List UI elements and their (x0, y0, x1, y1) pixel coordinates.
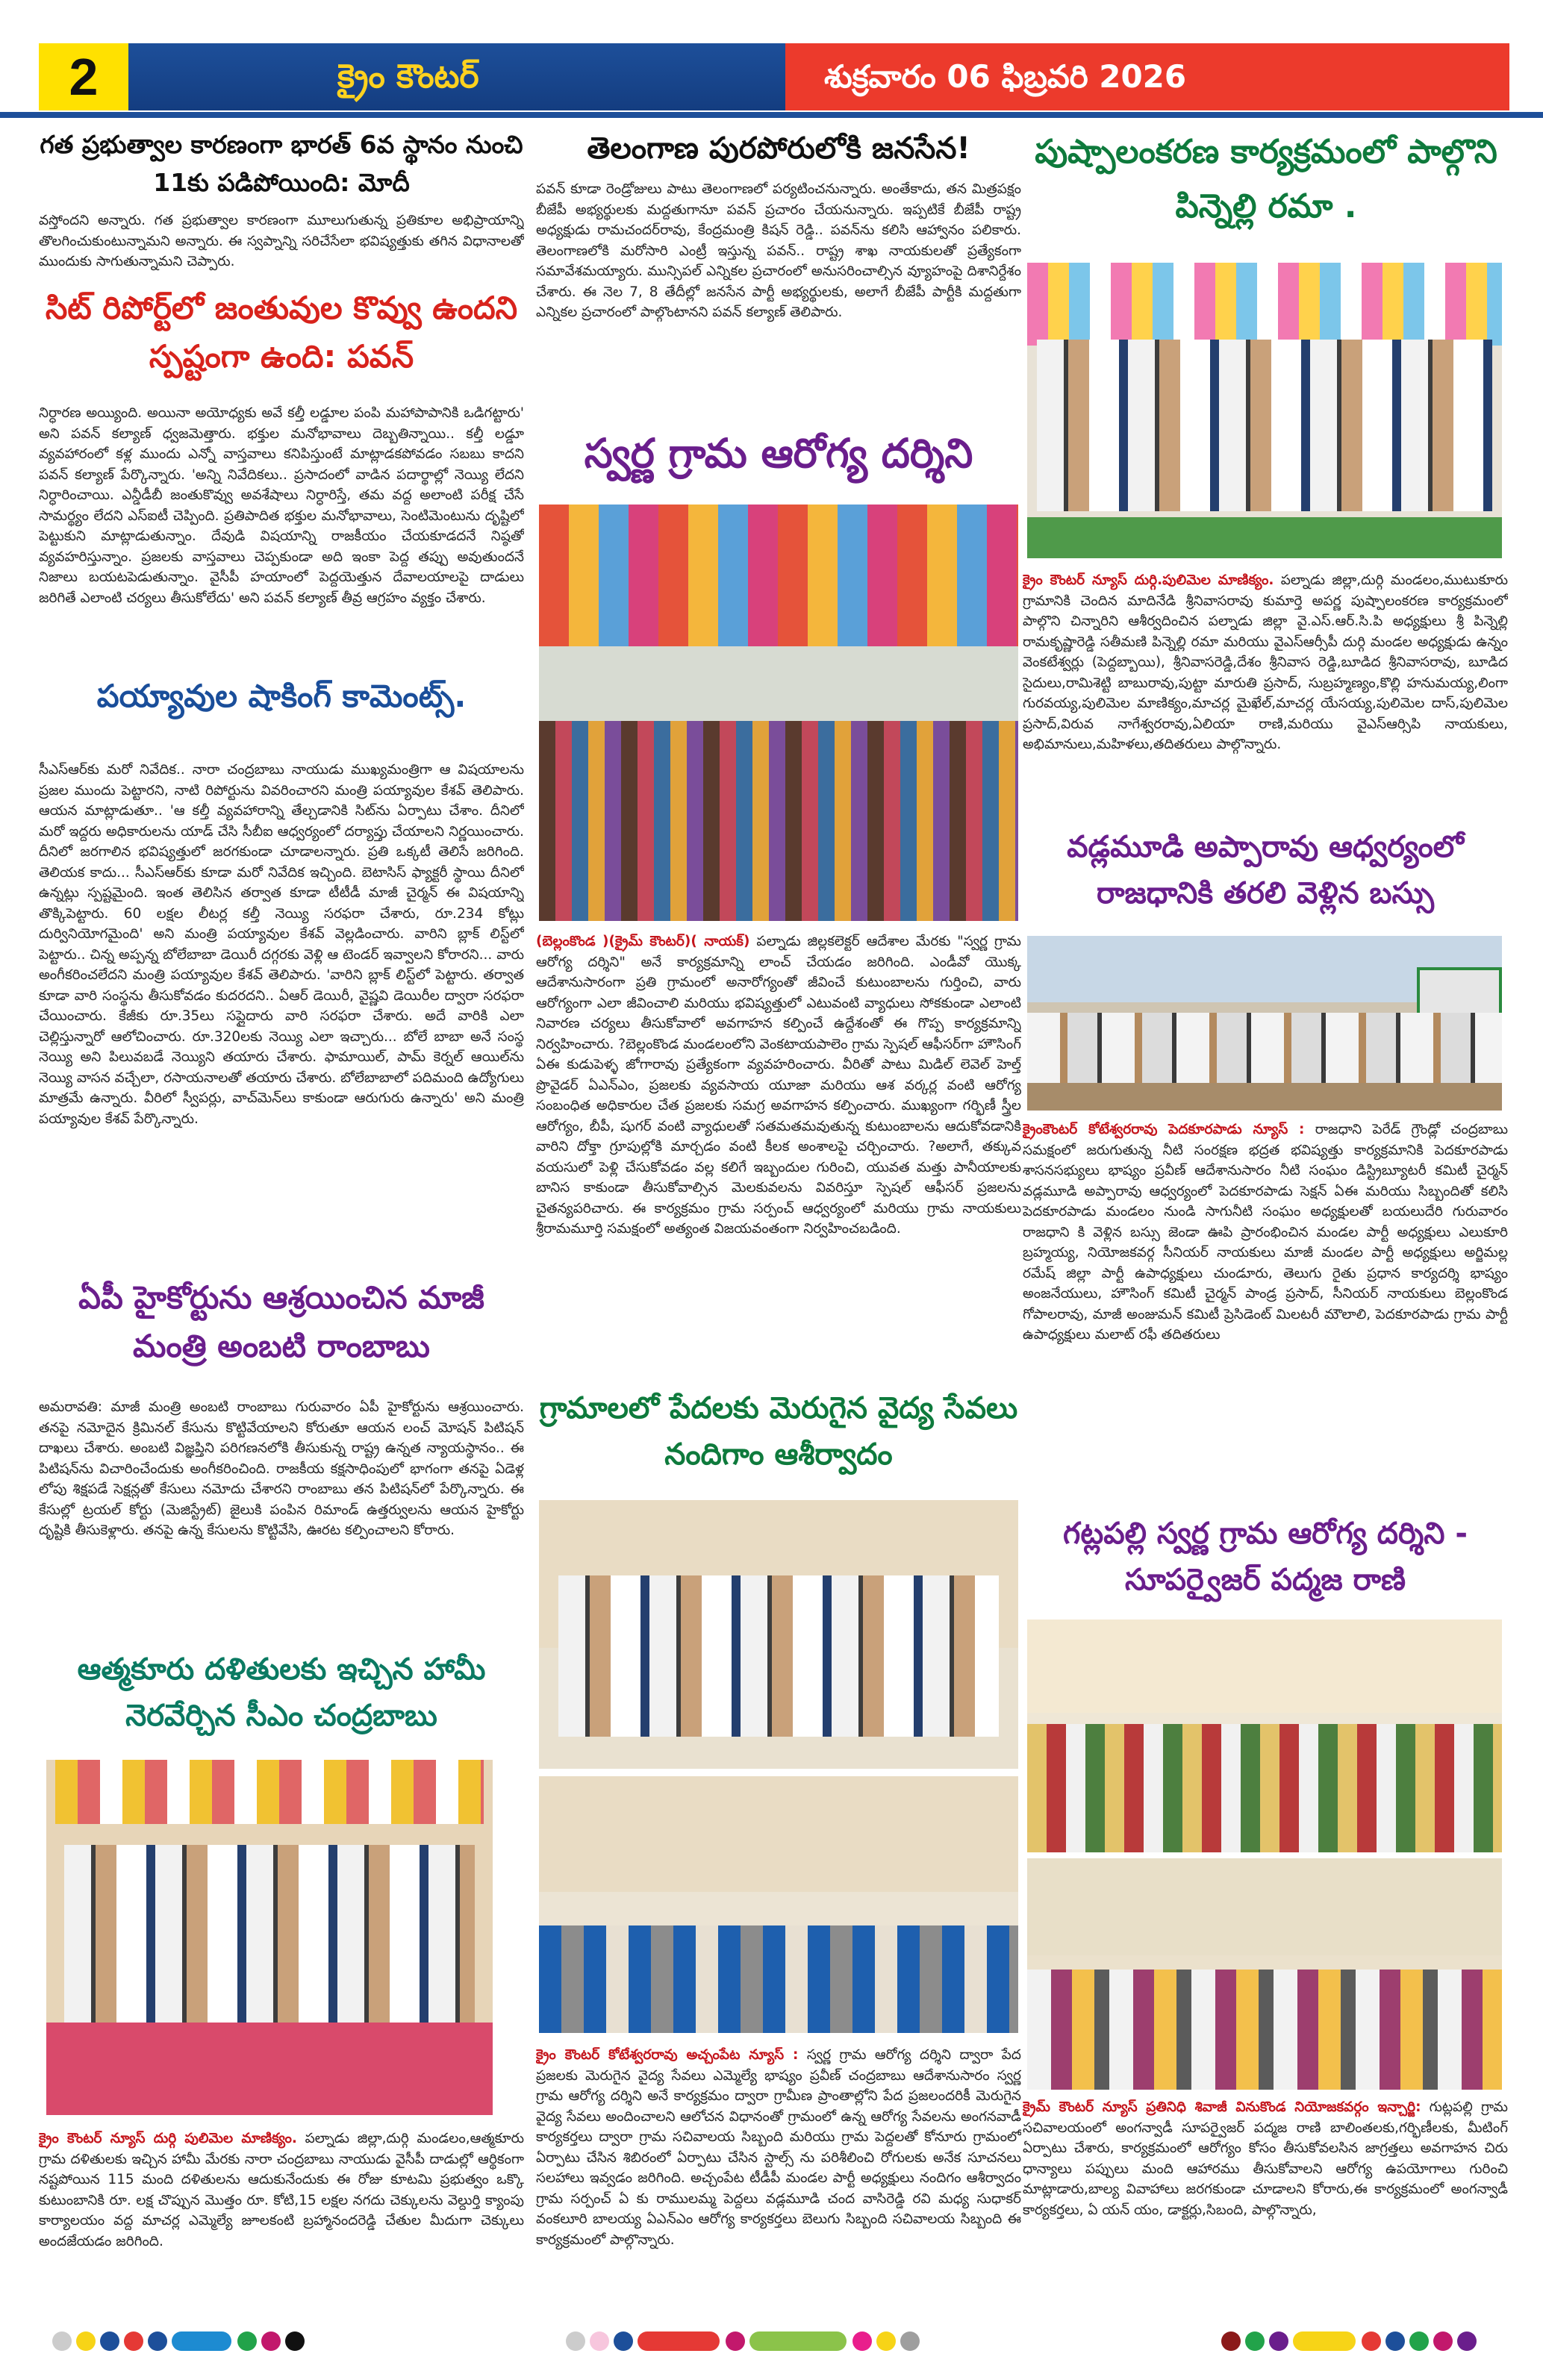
article-vadlamudi-body (1023, 1119, 1508, 1502)
photo-gatlapalli-meeting (1027, 1620, 1502, 1852)
headline-gatlapalli: గట్లపల్లి స్వర్ణ గ్రామ ఆరోగ్య దర్శిని - సూపర్వైజర్ పద్మజ రాణి (1063, 1517, 1468, 1597)
headline-janasena: తెలంగాణ పురపోరులోకి జనసేన! (587, 131, 970, 166)
article-vadlamudi-lead: క్రైంకౌంటర్ కోటేశ్వరరావు పెదకూరపాడు న్యూస్ : (1023, 1122, 1305, 1137)
article-modi-body: వస్తోందని అన్నారు. గత ప్రభుత్వాల కారణంగా మూలుగుతున్న ప్రతికూల అభిప్రాయాన్ని తొలగించుకుంటున్నామని అన్నారు. ఈ స్వప్నాన్ని సరిచేసేలా భవిష్యత్తుకు తగిన విధానాలతో ముందుకు సాగుతున్నామని చెప్పారు. (39, 213, 524, 269)
issue-date: శుక్రవారం 06 ఫిబ్రవరి 2026 (785, 43, 1509, 110)
header-rule (0, 112, 1543, 118)
article-payyavula-body: సీఎస్ఆర్‌కు మరో నివేదిక.. నారా చంద్రబాబు నాయుడు ముఖ్యమంత్రిగా ఆ విషయాలను ప్రజల ముందు పెట్టారని, నాటి రిపోర్టును వివరించారని మంత్రి పయ్యావుల కేశవ్ తెలిపారు. ఆయన మాట్లాడుతూ.. 'ఆ కల్తీ వ్యవహారాన్ని తేల్చడానికి సిట్‌ను ఏర్పాటు చేశాం. దీనిలో మరో ఇద్దరు అధికారులను యాడ్ చేసి సీబీఐ ఆధ్వర్యంలో దర్యాప్తు చేయాలని నిర్ణయించారు. దీనిలో జరగాలిన భవిష్యత్తులో జరగకుండా చూడాలన్నారు. ప్రతి ఒక్కటీ తెలిసే జరిగింది. తెలియక కాదు... సీఎస్ఆర్‌కు కూడా మరో నివేదిక ఇచ్చింది. బెటాసిస్ ఫ్యాక్టరీ స్థాయి దీనిలో ఉన్నట్లు స్పష్టమైంది. ఇంత తెలిసిన తర్వాత కూడా టీటీడీ మాజీ చైర్మన్ ఈ విషయాన్ని తొక్కిపెట్టారు. 60 లక్షల లీటర్ల కల్తీ నెయ్యి సరఫరా చేశారు, రూ.234 కోట్లు దుర్వినియోగమైంది' అని మంత్రి పయ్యావుల కేశవ్ వెల్లడించారు. వారిని బ్లాక్ లిస్ట్‌లో పెట్టారు.. చిన్న అప్పన్న బోలేబాబా డెయిరీ దగ్గరకు వెళ్లి ఆ టెండర్ ఇవ్వాలని కోరారని... వారు అంగీకరించలేదని మంత్రి పయ్యావుల కేశవ్ తెలిపారు. 'వారిని బ్లాక్ లిస్ట్‌లో పెట్టారు. తర్వాత కూడా వారి సంస్థను తీసుకోవడం కుదరదని.. ఏఆర్ డెయిరీ, వైష్ణవి డెయిరీల ద్వారా సరఫరా చేయించారు. కేజీకు రూ.35లు సప్లైదారు వారి సరఫరా చేశారు. అదే వారికి ఎలా చెల్లిస్తున్నారో ఆలోచించారు. రూ.320లకు నెయ్యి ఎలా ఇచ్చారు... బోలే బాబా అనే సంస్థ నెయ్యి అని పిలువబడే నెయ్యిని తయారు చేశారు. ఫామాయిల్, పామ్ కెర్నల్ ఆయిల్‌ను నెయ్యి వాసన వచ్చేలా, రసాయనాలతో తయారు చేశారు. బోలేబాబాలో పదిమంది ఉద్యోగులు మాత్రమే ఉన్నారు. వీరిలో స్వీపర్లు, వాచ్‌మెన్‌లు కాకుండా ఆరుగురు ఉన్నారు' అని మంత్రి పయ్యావుల కేశవ్ పేర్కొన్నారు. (39, 762, 524, 1127)
photo-health-desk (539, 1500, 1018, 1769)
headline-modi: గత ప్రభుత్వాల కారణంగా భారత్ 6వ స్థానం నుంచి 11కు పడిపోయింది: మోదీ (40, 130, 523, 198)
article-pushpalankarana-text: పల్నాడు జిల్లా,దుర్గి మండలం,ముటుకూరు గ్రామానికి చెందిన మాదినేడి శ్రీనివాసరావు కుమార్తె అపర్ణ పుష్పాలంకరణ కార్యక్రమంలో పాల్గొని చిన్నారిని ఆశీర్వదించిన పల్నాడు జిల్లా వై.ఎస్.ఆర్.సి.పి అధ్యక్షులు శ్రీ పిన్నెల్లి రామకృష్ణారెడ్డి సతీమణి పిన్నెల్లి రమా మరియు వైఎస్ఆర్సీపీ దుర్గి మండల అధ్యక్షుడు ఉన్నం వెంకటేశ్వర్లు (పెద్దబ్బాయి), శ్రీనివాసరెడ్డి,దేశం శ్రీనివాస రెడ్డి,బూడిద శ్రీనివాసరావు, బూడిద సైదులు,రామిశెట్టి బాబురావు,పుట్టా మారుతి ప్రసాద్, సుబ్రహ్మణ్యం,కొల్లి హనుమయ్య,లింగా గురవయ్య,పులిమెల మాణిక్యం,మాచర్ల మైఖేల్,మాచర్ల యేసయ్య,పులిమెల దాస్,పులిమెల ప్రసాద్,విరువ నాగేశ్వరరావు,ఏలియా రాణి,మరియు వైఎస్ఆర్సిపి నాయకులు, అభిమానులు,మహిళలు,తదితరులు పాల్గొన్నారు. (1023, 572, 1508, 752)
photo-health-camp-crowd (539, 505, 1018, 921)
photo-bus-departure (1027, 936, 1502, 1111)
article-vadlamudi-text: రాజధాని పెరేడ్ గ్రౌండ్లో చంద్రబాబు సమక్షంలో జరుగుతున్న నీటి సంరక్షణ భద్రత భవిష్యత్తు కార్యక్రమానికి పెదకూరపాడు శాసనసభ్యులు భాష్యం ప్రవీణ్ ఆదేశానుసారం నీటి సంఘం డిస్ట్రిబ్యూటరీ కమిటీ చైర్మన్ వడ్లమూడి అప్పారావు ఆధ్వర్యంలో పెదకూరపాడు సెక్షన్ ఏఈ మరియు సిబ్బందితో కలిసి పెదకూరపాడు మండలం నుండి సాగునీటి సంఘం అధ్యక్షులతో బయలుదేరి గురువారం రాజధాని కి వెళ్లిన బస్సు జెండా ఊపి ప్రారంభించిన మండల పార్టీ అధ్యక్షులు ఎలుకూరి బ్రహ్మయ్య, నియోజకవర్గ సీనియర్ నాయకులు మాజీ మండల పార్టీ అధ్యక్షులు అర్జిమల్ల రమేష్ జిల్లా పార్టీ ఉపాధ్యక్షులు చుండూరు, తెలుగు రైతు ప్రధాన కార్యదర్శి భాష్యం అంజనేయులు, హౌసింగ్ కమిటీ చైర్మన్ పాండ్ర ప్రసాద్, సీనియర్ నాయకులు బెల్లంకొండ గోపాలరావు, మాజీ అంజుమన్ కమిటీ ప్రెసిడెంట్ మిలటరీ మౌలాలి, పెదకూరపాడు గ్రామ పార్టీ ఉపాధ్యక్షులు మలాట్ రఫీ తదితరులు (1023, 1122, 1508, 1343)
article-pushpalankarana-lead: క్రైం కౌంటర్ న్యూస్ దుర్గి.పులిమెల మాణిక్యం. (1023, 572, 1274, 588)
headline-payyavula: పయ్యావుల షాకింగ్ కామెంట్స్. (96, 678, 467, 714)
article-nandigam-lead: క్రైం కౌంటర్ కోటేశ్వరరావు అచ్చంపేట న్యూస్ : (536, 2047, 799, 2063)
headline-pushpalankarana: పుష్పాలంకరణ కార్యక్రమంలో పాల్గొని పిన్నెల్లి రమా . (1035, 133, 1497, 225)
headline-ambati: ఏపీ హైకోర్టును ఆశ్రయించిన మాజీ మంత్రి అంబటి రాంబాబు (78, 1279, 484, 1365)
page-number: 2 (39, 43, 128, 110)
headline-nandigam: గ్రామాలలో పేదలకు మెరుగైన వైద్య సేవలు నందిగాం ఆశీర్వాదం (539, 1391, 1018, 1472)
masthead-brand: క్రైం కౌంటర్ (128, 43, 785, 110)
photo-cheque-distribution (46, 1760, 493, 2115)
article-pawan-body: నిర్ధారణ అయ్యింది. అయినా అయోధ్యకు అవే కల్తీ లడ్డూల పంపి మహాపాపానికి ఒడిగట్టారు' అని పవన్ కల్యాణ్ ధ్వజమెత్తారు. భక్తుల మనోభావాలు దెబ్బతిన్నాయి.. కల్తీ లడ్డూ వ్యవహారంలో కళ్ల ముందు ఎన్నో వాస్తవాలు కనిపిస్తుంటే మాట్లాడకపోవడం సబబు కాదని పవన్ కల్యాణ్ పేర్కొన్నారు. 'అన్ని నివేదికలు.. ప్రసాదంలో వాడిన పదార్థాల్లో నెయ్యి లేదని నిర్ధారించాయి. ఎన్డీడీబీ జంతుకొవ్వు అవశేషాలు నిర్ధారిస్తే, తమ వద్ద అలాంటి పరీక్ష చేసే సామర్థ్యం లేదని ఎస్ఐటీ చెప్పింది. ప్రతిపాదిత భక్తుల మనోభావాలు, సెంటిమెంటును దృష్టిలో పెట్టుకుని మాట్లాడుతున్నాం. దేవుడి విషయాన్ని రాజకీయం చేయకూడదనే నిష్ఠతో వ్యవహరిస్తున్నాం. ప్రజలకు వాస్తవాలు చెప్పకుండా అది ఇంకా పెద్ద తప్పు అవుతుందనే నిజాలు బయటపెడుతున్నాం. వైసీపీ హయాంలో పెద్దయెత్తున దేవాలయాలపై దాడులు జరిగితే ఎలాంటి చర్యలు తీసుకోలేదు' అని పవన్ కల్యాణ్ తీవ్ర ఆగ్రహం వ్యక్తం చేశారు. (39, 405, 524, 606)
headline-atmakur: ఆత్మకూరు దళితులకు ఇచ్చిన హామీ నెరవేర్చిన సీఎం చంద్రబాబు (77, 1652, 486, 1733)
headline-arogya-darshini: స్వర్ణ గ్రామ ఆరోగ్య దర్శిని (584, 430, 973, 477)
article-gatlapalli-text: గుట్లపల్లి గ్రామ సచివాలయంలో అంగన్వాడీ సూపర్వైజర్ పద్మజ రాణి బాలింతలకు,గర్భిణీలకు, మీటింగ్ ఏర్పాటు చేశారు, కార్యక్రమంలో ఆరోగ్యం కోసం తీసుకోవలసిన జాగ్రత్తలు అవగాహన చిరు ధాన్యాలు పప్పులు మంది ఆహారము తీసుకోవాలని ఆరోగ్య ఉపయోగాలు గురించి మాట్లాడారు,బాల్య వివాహాలు జరగకుండా చూడాలని కోరారు,ఈ కార్యక్రమంలో అంగన్వాడీ కార్యకర్తలు, ఏ యన్ యం, డాక్టర్లు,సిబంది, పాల్గొన్నారు, (1023, 2099, 1508, 2218)
article-arogya-darshini-text: పల్నాడు జిల్లకలెక్టర్ ఆదేశాల మేరకు "స్వర్ణ గ్రామ ఆరోగ్య దర్శిని" అనే కార్యక్రమాన్ని లాంచ్ చేయడం జరిగింది. ఎండీవో యొక్క ఆదేశానుసారంగా ప్రతి గ్రామంలో అనారోగ్యంతో జీవించే కుటుంబాలను గుర్తించి, వారు ఆరోగ్యంగా ఎలా జీవించాలి మరియు భవిష్యత్తులో ఎటువంటి వ్యాధులు సోకకుండా ఎలాంటి నివారణ చర్యలు తీసుకోవాలో అవగాహన కల్పించే ఉద్దేశంతో ఈ గొప్ప కార్యక్రమాన్ని నిర్వహించారు. ?బెల్లంకొండ మండలంలోని వెంకటాయపాలెం గ్రామ స్పెషల్ ఆఫీసర్‌గా హౌసింగ్ ఏఈ కుడుపెళ్ళ జోగారావు ప్రత్యేకంగా వ్యవహరించారు. వీరితో పాటు మిడిల్ లెవెల్ హెల్త్ ప్రొవైడర్ ఏఎన్ఎం, ప్రజలకు వ్యవసాయ యూజా మరియు ఆశ వర్కర్ల వంటి ఆరోగ్య సంబంధిత అధికారుల చేత ప్రజలకు సమగ్ర అవగాహన కల్పించారు. ముఖ్యంగా గర్భిణీ స్త్రీల ఆరోగ్యం, బీపీ, షుగర్ వంటి వ్యాధులతో సతమతమవుతున్న కుటుంబాలను ఆదుకోవడానికి వారిని దోక్తా గ్రూపుల్లోకి మార్చడం వంటి కీలక అంశాలపై చర్చించారు. ?అలాగే, తక్కువ వయసులో పెళ్లి చేసుకోవడం వల్ల కలిగే ఇబ్బందుల గురించి, యువత మత్తు పానీయాలకు బానిస కాకుండా తీసుకోవాల్సిన మెలకువలను వివరిస్తూ స్పెషల్ ఆఫీసర్ ప్రజలను చైతన్యపరిచారు. ఈ కార్యక్రమం గ్రామ సర్పంచ్ ఆధ్వర్యంలో మరియు గ్రామ నాయకులు శ్రీరామమూర్తి సమక్షంలో అత్యంత విజయవంతంగా నిర్వహించబడింది. (536, 934, 1021, 1237)
headline-pawan: సిట్ రిపోర్ట్‌లో జంతువుల కొవ్వు ఉందని స్పష్టంగా ఉంది: పవన్ (45, 290, 518, 375)
headline-vadlamudi-bus: వడ్లమూడి అప్పారావు ఆధ్వర్యంలో రాజధానికి తరలి వెళ్లిన బస్సు (1067, 830, 1464, 911)
article-nandigam-text: స్వర్ణ గ్రామ ఆరోగ్య దర్శిని ద్వారా పేద ప్రజలకు మెరుగైన వైద్య సేవలు ఎమ్మెల్యే భాష్యం ప్రవీణ్ చంద్రబాబు ఆదేశానుసారం స్వర్ణ గ్రామ ఆరోగ్య దర్శిని అనే కార్యక్రమం ద్వారా గ్రామీణ ప్రాంతాల్లోని పేద ప్రజలందరికీ మెరుగైన వైద్య సేవలు అందించాలని ఆలోచన విధానంతో గ్రామంలో ఉన్న ఆరోగ్య సేవలను అంగనవాడీ కార్యకర్తలు ద్వారా గ్రామ సచివాలయ సిబ్బంది మరియు గ్రామ పెద్దలతో కోనూరు గ్రామంలో ఏర్పాటు చేసిన శిబిరంలో ఏర్పాటు చేసిన స్టాల్స్ ను పరిశీలించి రోగులకు అనేక సూచనలు సలహాలు ఇవ్వడం జరిగింది. అచ్చంపేట టీడీపీ మండల పార్టీ అధ్యక్షులు నందిగం ఆశీర్వాదం గ్రామ సర్పంచ్ ఏ కు రాములమ్మ పెద్దలు వడ్లమూడి చంద వాసిరెడ్డి రవి మధ్య సుధాకర్ వంకలూరి బాలయ్య ఏఎన్ఎం ఆరోగ్య కార్యకర్తలు బెలుగు సిబ్బంది సచివాలయ సిబ్బంది ఈ కార్యక్రమంలో పాల్గొన్నారు. (536, 2047, 1021, 2248)
article-atmakur-text: పల్నాడు జిల్లా,దుర్గి మండలం,ఆత్మకూరు గ్రామ దళితులకు ఇచ్చిన హామీ మేరకు నారా చంద్రబాబు నాయుడు వైసీపీ దాడుల్లో ఆర్థికంగా నష్టపోయిన 115 మంది దళితులను ఆదుకునేందుకు ఈ రోజు కూటమి ప్రభుత్వం ఒక్కొ కుటుంబానికి రూ. లక్ష చొప్పున మొత్తం రూ. కోటి,15 లక్షల నగదు చెక్కులను వెల్దుర్తి క్యాంపు కార్యాలయం వద్ద మాచర్ల ఎమ్మెల్యే జూలకంటి బ్రహ్మానందరెడ్డి చేతుల మీదుగా చెక్కులు అందజేయడం జరిగింది. (39, 2131, 524, 2249)
article-atmakur-lead: క్రైం కౌంటర్ న్యూస్ దుర్గి పులిమెల మాణిక్యం. (39, 2131, 297, 2146)
photo-health-waiting (539, 1776, 1018, 2033)
article-ambati-body: అమరావతి: మాజీ మంత్రి అంబటి రాంబాబు గురువారం ఏపీ హైకోర్టును ఆశ్రయించారు. తనపై నమోదైన క్రిమినల్ కేసును కొట్టివేయాలని కోరుతూ ఆయన లంచ్ మోషన్ పిటిషన్ దాఖలు చేశారు. అంబటి విజ్ఞప్తిని పరిగణనలోకి తీసుకున్న రాష్ట్ర ఉన్నత న్యాయస్థానం.. ఈ పిటిషన్‌ను విచారించేందుకు అంగీకరించింది. రాజకీయ కక్షసాధింపులో భాగంగా తనపై ఏడెళ్ల లోపు శిక్షపడే సెక్షన్లతో కేసులు నమోదు చేశారని రాంబాబు తన పిటిషన్‌లో పేర్కొన్నారు. ఈ కేసుల్లో ట్రయల్ కోర్టు (మెజిస్ట్రేట్) జైలుకి పంపిన రిమాండ్ ఉత్తర్వులను ఆయన హైకోర్టు దృష్టికి తీసుకెళ్లారు. తనపై ఉన్న కేసులను కొట్టివేసి, ఊరట కల్పించాలని కోరారు. (39, 1399, 524, 1538)
photo-gatlapalli-stall (1027, 1858, 1502, 2090)
photo-pushpalankarana (1027, 263, 1502, 558)
article-gatlapalli-body (1023, 2097, 1508, 2314)
article-gatlapalli-lead: క్రైమ్ కౌంటర్ న్యూస్ ప్రతినిధి శివాజీ వినుకొండ నియోజకవర్గం ఇన్చార్జి: (1023, 2099, 1421, 2115)
article-arogya-darshini-body (536, 931, 1021, 1376)
article-pushpalankarana-body (1023, 570, 1508, 842)
article-atmakur-body (39, 2128, 524, 2317)
article-nandigam-body (536, 2045, 1021, 2323)
article-arogya-darshini-lead: (బెల్లంకొండ )(క్రైమ్ కౌంటర్)( నాయక్) (536, 934, 750, 949)
article-janasena-body: పవన్ కూడా రెండ్రోజులు పాటు తెలంగాణలో పర్యటించనున్నారు. అంతేకాదు, తన మిత్రపక్షం బీజేపీ అభ్యర్థులకు మద్దతుగానూ పవన్ ప్రచారం చేయనున్నారు. ఇప్పటికే బీజేపీ రాష్ట్ర అధ్యక్షుడు రామచందర్‌రావు, కేంద్రమంత్రి కిషన్ రెడ్డి.. పవన్‌ను కలిసి ఆహ్వానం పలికారు. తెలంగాణలోకి మరోసారి ఎంట్రీ ఇస్తున్న పవన్.. రాష్ట్ర శాఖ నాయకులతో ప్రత్యేకంగా సమావేశమయ్యారు. మున్సిపల్ ఎన్నికల ప్రచారంలో అనుసరించాల్సిన వ్యూహంపై దిశానిర్దేశం చేశారు. ఈ నెల 7, 8 తేదీల్లో జనసేన పార్టీ అభ్యర్థులకు, అలాగే బీజేపీ పార్టీకి మద్దతుగా ఎన్నికల ప్రచారంలో పాల్గొంటానని పవన్ కల్యాణ్ తెలిపారు. (536, 181, 1021, 320)
